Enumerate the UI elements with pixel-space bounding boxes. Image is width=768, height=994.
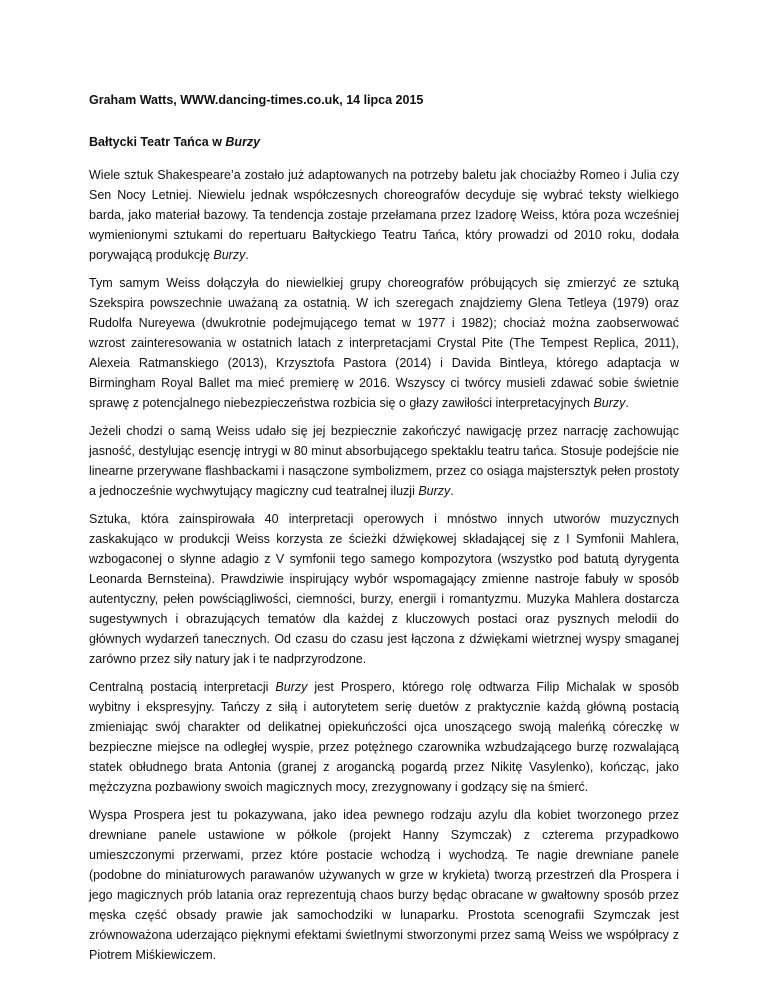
paragraph [89,805,679,965]
paragraph-text: Tym samym Weiss dołączyła do niewielkiej grupy choreografów próbujących się zmierzyć ze sztuką Szekspira powszechnie uważaną za ostatnią. W ich szeregach znajdziemy Glena Tetleya (1979) oraz Rudolfa Nureyewa (dwukrotnie podejmującego temat w 1977 i 1982); chociaż można zaobserwować wzrost zainteresowania w ostatnich latach z interpretacjami Crystal Pite (The Tempest Replica, 2011), Alexeia Ratmanskiego (2013), Krzysztofa Pastora (2014) i Davida Bintleya, którego adaptacja w Birmingham Royal Ballet ma mieć premierę w 2016. Wszyscy ci twórcy musieli zdawać sobie świetnie sprawę z potencjalnego niebezpieczeństwa rozbicia się o głazy zawiłości interpretacyjnych [89,276,679,410]
paragraph-text: Wyspa Prospera jest tu pokazywana, jako idea pewnego rodzaju azylu dla kobiet tworzonego przez drewniane panele ustawione w półkole (projekt Hanny Szymczak) z czterema przypadkowo umieszczonymi przerwami, przez które postacie wchodzą i wychodzą. Te nagie drewniane panele (podobne do miniaturowych parawanów używanych w grze w krykieta) tworzą przestrzeń dla Prospera i jego magicznych prób latania oraz reprezentują chaos burzy będąc obracane w gwałtowny sposób przez męska część obsady prawie jak samochodziki w lunaparku. Prostota scenografii Szymczak jest zrównoważona uderzająco pięknymi efektami świetlnymi stworzonymi przez samą Weiss we współpracy z Piotrem Miśkiewiczem. [89,808,679,962]
paragraph-text: Sztuka, która zainspirowała 40 interpretacji operowych i mnóstwo innych utworów muzycznych zaskakująco w produkcji Weiss korzysta ze ścieżki dźwiękowej składającej się z I Symfonii Mahlera, wzbogaconej o słynne adagio z V symfonii tego samego kompozytora (wszystko pod batutą dyrygenta Leonarda Bernsteina). Prawdziwie inspirujący wybór wspomagający zmienne nastroje fabuły w sposób autentyczny, pełen powściągliwości, ciemności, burzy, energii i romantyzmu. Muzyka Mahlera dostarcza sugestywnych i obrazujących tematów dla każdej z kluczowych postaci oraz pysznych melodii do głównych wydarzeń tanecznych. Od czasu do czasu jest łączona z dźwiękami wietrznej wyspy smaganej zarówno przez siły natury jak i te nadprzyrodzone. [89,512,679,666]
paragraph-text: Wiele sztuk Shakespeare’a zostało już adaptowanych na potrzeby baletu jak chociażby Romeo i Julia czy Sen Nocy Letniej. Niewielu jednak współczesnych choreografów decyduje się wybrać teksty wielkiego barda, jako materiał bazowy. Ta tendencja zostaje przełamana przez Izadorę Weiss, która poza wcześniej wymienionymi sztukami do repertuaru Bałtyckiego Teatru Tańca, który prowadzi od 2010 roku, dodała porywającą produkcję [89,168,679,262]
article-paragraphs [89,165,679,965]
paragraph-text: jest Prospero, którego rolę odtwarza Filip Michalak w sposób wybitny i ekspresyjny. Tańczy z siłą i autorytetem serię duetów z praktycznie każdą główną postacią zmieniając swój charakter od delikatnej opiekuńczości ojca unoszącego swoją maleńką córeczkę w bezpieczne miejsce na odległej wyspie, przez potężnego czarownika wzbudzającego burzę rozwalającą statek obłudnego brata Antonia (granej z arogancką pogardą przez Nikitę Vasylenko), kończąc, jako mężczyzna pozbawiony swoich magicznych mocy, zrezygnowany i godzący się na śmierć. [89,680,679,794]
article-heading [89,132,679,152]
paragraph [89,509,679,669]
paragraph-text: . [245,248,249,262]
heading-text: Bałtycki Teatr Tańca w [89,135,226,149]
paragraph-text: . [625,396,629,410]
byline: Graham Watts, WWW.dancing-times.co.uk, 14 lipca 2015 [89,93,424,107]
paragraph [89,677,679,797]
paragraph [89,165,679,265]
document-body [89,90,679,973]
paragraph-text: Jeżeli chodzi o samą Weiss udało się jej bezpiecznie zakończyć nawigację przez narrację zachowując jasność, destylując esencję intrygi w 80 minut absorbującego spektaklu teatru tańca. Stosuje podejście nie linearne przerywane flashbackami i nasączone symbolizmem, przez co osiąga majstersztyk pełen prostoty a jednocześnie wychwytujący magiczny cud teatralnej iluzji [89,424,679,498]
paragraph-text: . [450,484,454,498]
paragraph-emphasis: Burzy [275,680,308,694]
paragraph-emphasis: Burzy [418,484,451,498]
paragraph-text: Centralną postacią interpretacji [89,680,276,694]
paragraph [89,273,679,413]
paragraph-emphasis: Burzy [213,248,246,262]
heading-emphasis: Burzy [225,135,261,149]
paragraph-emphasis: Burzy [593,396,626,410]
paragraph [89,421,679,501]
